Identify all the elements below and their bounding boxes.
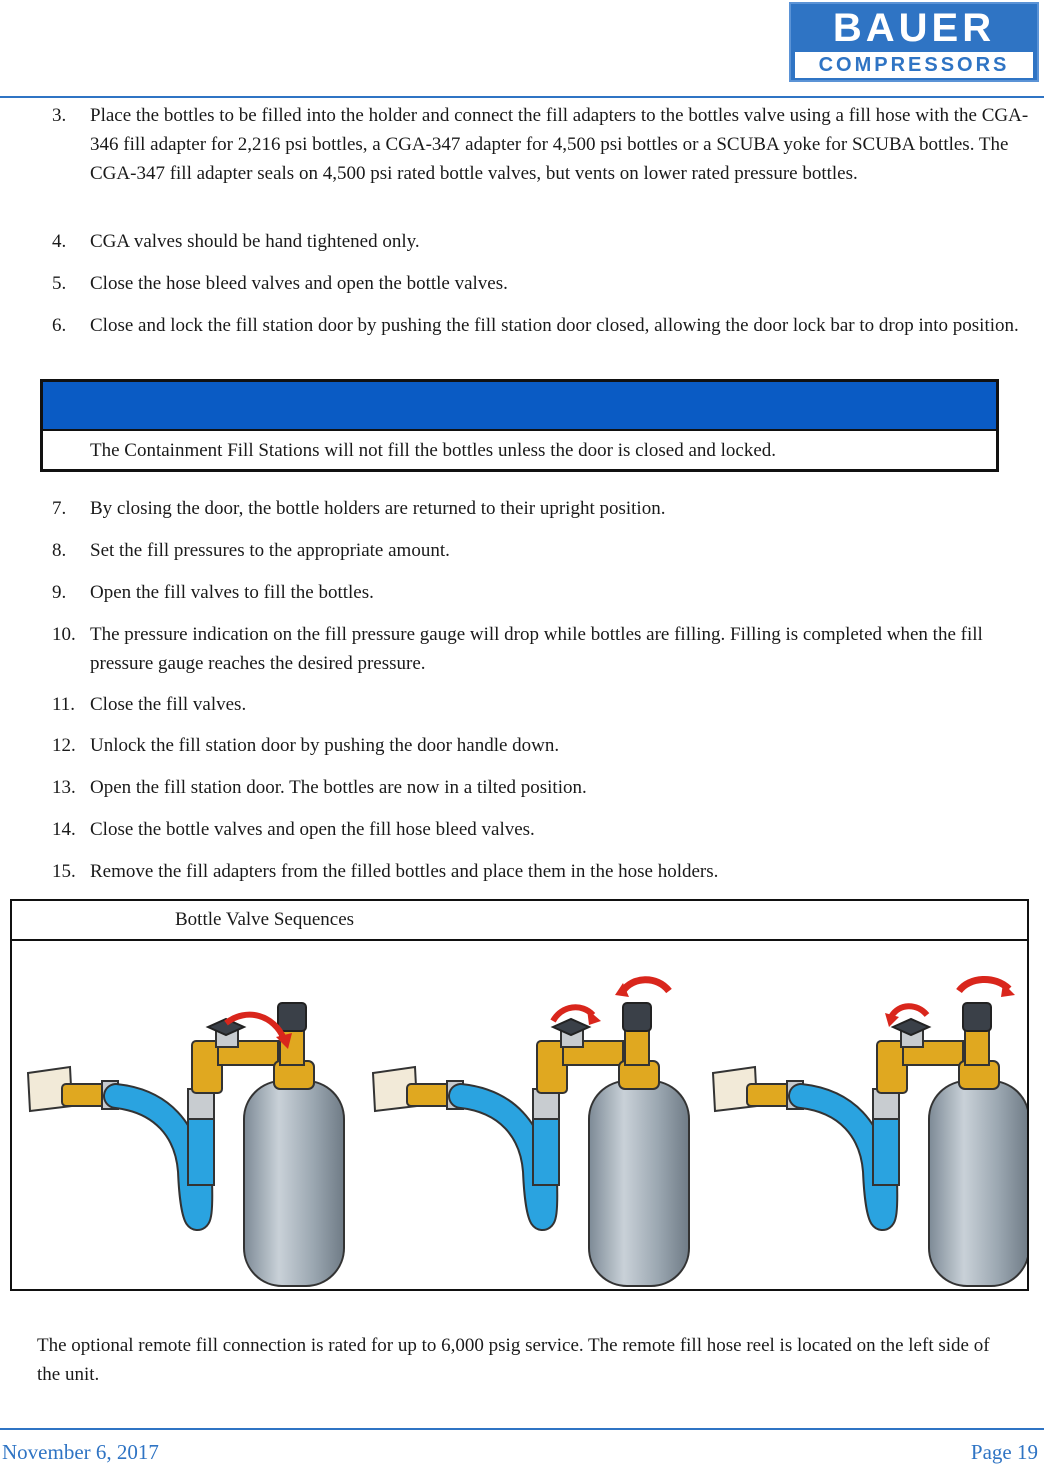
step-number: 13. [52, 777, 76, 798]
bottle-valve-figure [10, 899, 1029, 1291]
figure-title: Bottle Valve Sequences [12, 901, 1027, 941]
step-item [52, 101, 1042, 188]
step-text: Close the hose bleed valves and open the bottle valves. [90, 273, 508, 294]
step-item [52, 815, 1042, 844]
step-text: Close and lock the fill station door by pushing the fill station door closed, allowing the door lock bar to drop into position. [90, 315, 1019, 336]
notice-box [40, 379, 999, 472]
step-text: Open the fill station door. The bottles are now in a tilted position. [90, 777, 587, 798]
step-text: Unlock the fill station door by pushing the door handle down. [90, 735, 560, 756]
sequence-panel-1 [28, 1003, 344, 1286]
logo-subtitle: COMPRESSORS [795, 52, 1033, 78]
step-item [52, 620, 1042, 678]
bauer-compressors-logo [789, 2, 1039, 82]
step-item [52, 311, 1042, 340]
step-item [52, 578, 1042, 607]
step-text: Set the fill pressures to the appropriate amount. [90, 540, 450, 561]
step-number: 12. [52, 735, 76, 756]
footer-page-number: Page 19 [970, 1440, 1038, 1464]
step-item [52, 494, 1042, 523]
notice-text: The Containment Fill Stations will not fill the bottles unless the door is closed and locked. [90, 440, 777, 461]
step-item [52, 227, 1042, 256]
step-item [52, 773, 1042, 802]
step-number: 11. [52, 694, 76, 715]
header-rule [0, 96, 1044, 98]
step-number: 15. [52, 861, 76, 882]
step-number: 8. [52, 540, 67, 561]
step-text: CGA valves should be hand tightened only. [90, 231, 420, 252]
step-number: 14. [52, 819, 76, 840]
step-text: Open the fill valves to fill the bottles. [90, 582, 374, 603]
step-text: By closing the door, the bottle holders are returned to their upright position. [90, 498, 666, 519]
step-item [52, 731, 1042, 760]
step-item [52, 536, 1042, 565]
bottle-valve-illustration [12, 941, 1027, 1289]
step-item [52, 690, 1042, 719]
step-text: The pressure indication on the fill pressure gauge will drop while bottles are filling. Filling is completed when the fill pressure gauge reaches the desired pressure. [90, 624, 983, 674]
step-text: Remove the fill adapters from the filled bottles and place them in the hose holders. [90, 861, 719, 882]
remote-fill-paragraph: The optional remote fill connection is rated for up to 6,000 psig service. The remote fill hose reel is located on the left side of the unit. [37, 1335, 990, 1385]
step-number: 9. [52, 582, 67, 603]
footer-date: November 6, 2017 [2, 1440, 159, 1464]
step-text: Close the bottle valves and open the fill hose bleed valves. [90, 819, 535, 840]
step-number: 4. [52, 231, 67, 252]
notice-header-bar [43, 382, 996, 431]
step-number: 6. [52, 315, 67, 336]
step-item [52, 857, 1042, 886]
step-number: 3. [52, 105, 67, 126]
step-item [52, 269, 1042, 298]
logo-wordmark: BAUER [832, 6, 996, 50]
footer-rule [0, 1428, 1044, 1430]
step-text: Place the bottles to be filled into the holder and connect the fill adapters to the bottles valve using a fill hose with the CGA-346 fill adapter for 2,216 psi bottles, a CGA-347 adapter for 4,500 psi bottles or a SCUBA yoke for SCUBA bottles. The CGA-347 fill adapter seals on 4,500 psi rated bottle valves, but vents on lower rated pressure bottles. [90, 105, 1029, 184]
step-number: 10. [52, 624, 76, 645]
step-number: 5. [52, 273, 67, 294]
sequence-panel-2 [373, 980, 689, 1286]
sequence-panel-3 [713, 979, 1027, 1286]
step-text: Close the fill valves. [90, 694, 247, 715]
step-number: 7. [52, 498, 67, 519]
